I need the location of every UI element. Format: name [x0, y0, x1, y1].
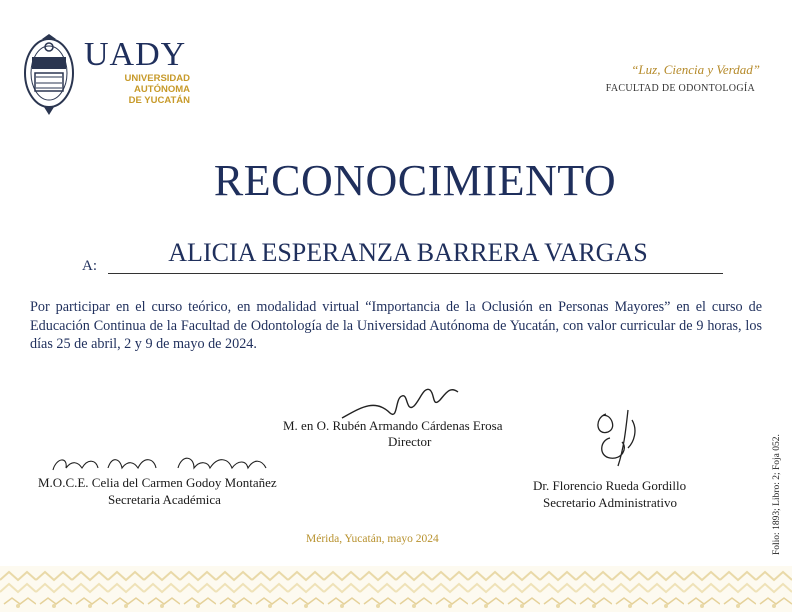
recipient-underline: [108, 273, 723, 274]
recipient-prefix: A:: [82, 258, 97, 274]
admin-secretary-role: Secretario Administrativo: [543, 495, 677, 510]
director-role: Director: [388, 434, 432, 449]
certificate-title: RECONOCIMIENTO: [213, 156, 617, 205]
university-line-3: DE YUCATÁN: [128, 95, 190, 106]
decorative-border: [0, 566, 792, 612]
certificate-body: Por participar en el curso teórico, en modalidad virtual “Importancia de la Oclusión en Personas Mayores” en el curso de Educación Continua de la Facultad de Odontología de la Universidad Autónoma de Yucatán, con valor curricular de 9 horas, los días 25 de abril, 2 y 9 de mayo de 2024.: [30, 299, 762, 352]
academic-secretary-role: Secretaria Académica: [108, 492, 221, 507]
university-line-1: UNIVERSIDAD: [124, 73, 190, 84]
admin-secretary-name: Dr. Florencio Rueda Gordillo: [533, 478, 687, 493]
director-name: M. en O. Rubén Armando Cárdenas Erosa: [283, 418, 503, 433]
academic-secretary-name: M.O.C.E. Celia del Carmen Godoy Montañez: [38, 475, 277, 490]
faculty-name: FACULTAD DE ODONTOLOGÍA: [605, 83, 755, 94]
uady-wordmark: UADY: [84, 36, 187, 73]
place-and-date: Mérida, Yucatán, mayo 2024: [306, 533, 439, 545]
folio-reference: Folio: 1893; Libro: 2; Foja 052.: [772, 434, 782, 555]
admin-secretary-signature-scribble: [588, 408, 643, 470]
recipient-name: ALICIA ESPERANZA BARRERA VARGAS: [168, 238, 648, 267]
motto: “Luz, Ciencia y Verdad”: [631, 62, 760, 77]
university-name: [118, 73, 190, 106]
university-seal-icon: [22, 33, 76, 117]
university-line-2: AUTÓNOMA: [134, 84, 190, 95]
